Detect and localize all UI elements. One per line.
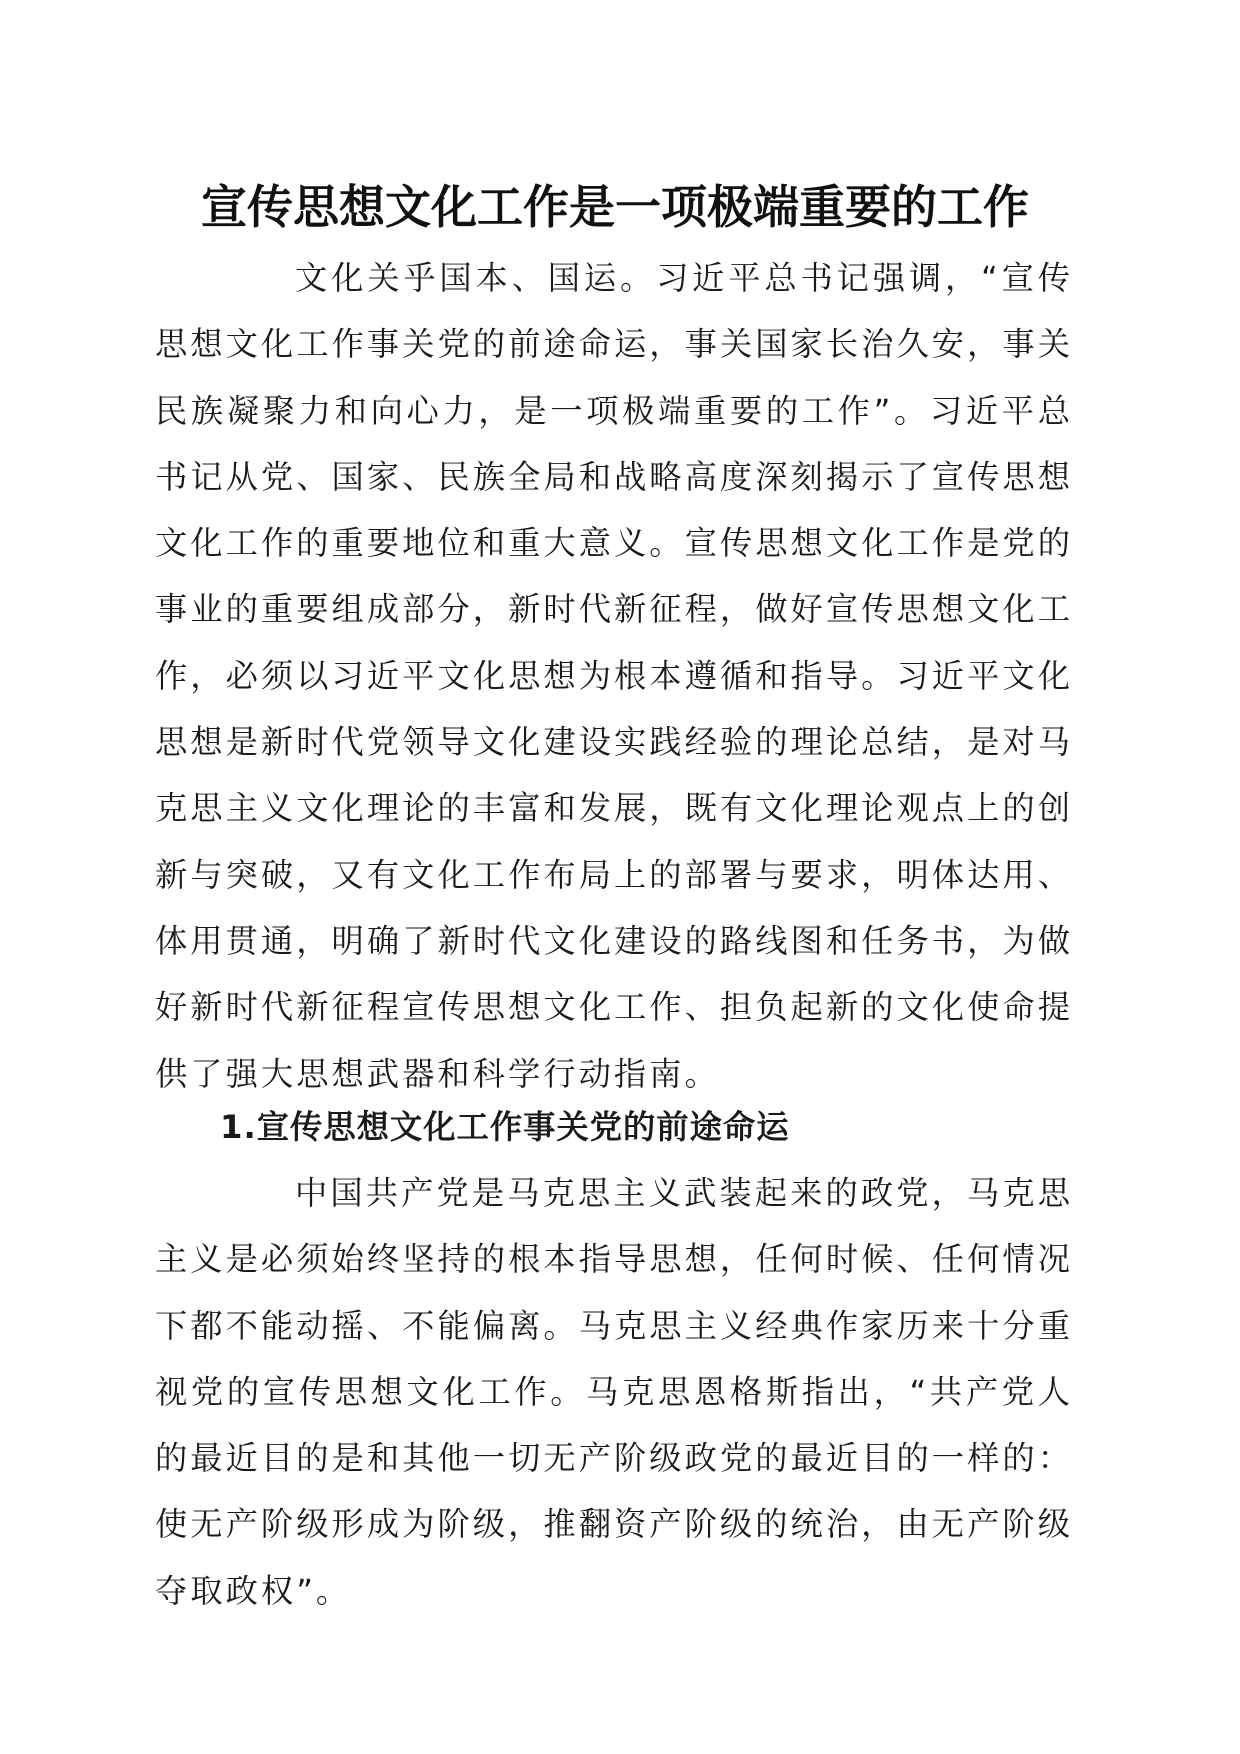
- document-title: 宣传思想文化工作是一项极端重要的工作: [201, 180, 1029, 234]
- intro-paragraph: 文化关乎国本、国运。习近平总书记强调，“宣传思想文化工作事关党的前途命运，事关国家长治久安，事关民族凝聚力和向心力，是一项极端重要的工作”。习近平总书记从党、国家、民族全局和战略高度深刻揭示了宣传思想文化工作的重要地位和重大意义。宣传思想文化工作是党的事业的重要组成部分，新时代新征程，做好宣传思想文化工作，必须以习近平文化思想为根本遵循和指导。习近平文化思想是新时代党领导文化建设实践经验的理论总结，是对马克思主义文化理论的丰富和发展，既有文化理论观点上的创新与突破，又有文化工作布局上的部署与要求，明体达用、体用贯通，明确了新时代文化建设的路线图和任务书，为做好新时代新征程宣传思想文化工作、担负起新的文化使命提供了强大思想武器和科学行动指南。: [155, 259, 1073, 1093]
- section-paragraph: 中国共产党是马克思主义武装起来的政党，马克思主义是必须始终坚持的根本指导思想，任何时候、任何情况下都不能动摇、不能偏离。马克思主义经典作家历来十分重视党的宣传思想文化工作。马克思恩格斯指出，“共产党人的最近目的是和其他一切无产阶级政党的最近目的一样的：使无产阶级形成为阶级，推翻资产阶级的统治，由无产阶级夺取政权”。: [155, 1174, 1073, 1610]
- section-heading: 1.宣传思想文化工作事关党的前途命运: [220, 1108, 790, 1146]
